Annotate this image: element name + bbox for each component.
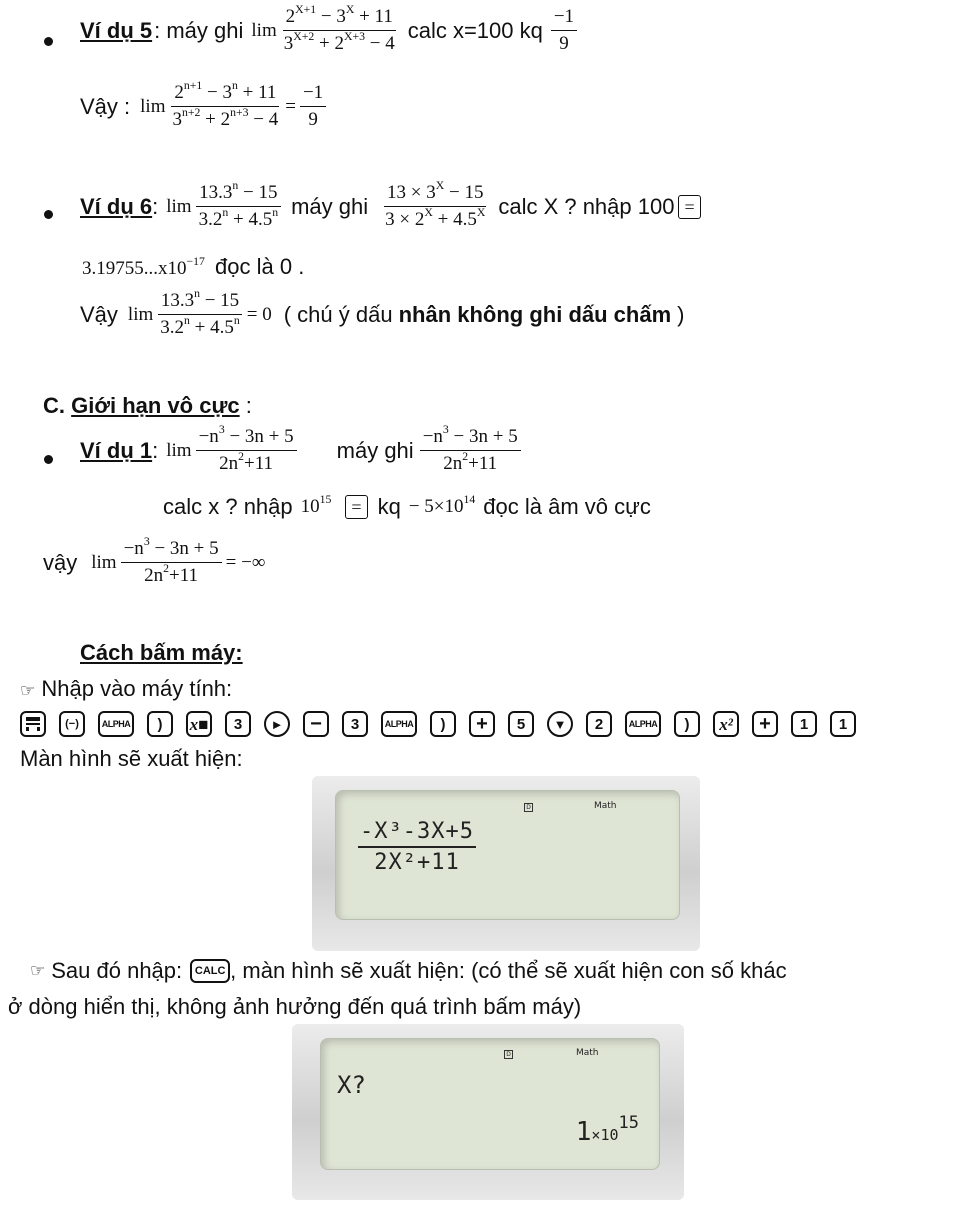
close-paren-key: ) <box>674 711 700 737</box>
fraction-key-icon <box>20 711 46 737</box>
example6-read: đọc là 0 . <box>215 254 305 279</box>
instructions-heading: Cách bấm máy: <box>80 640 243 665</box>
example5-result: $\frac{-1}{9}$ <box>551 6 577 55</box>
digit-5-key: 5 <box>508 711 534 737</box>
down-arrow-key-icon: ▼ <box>547 711 573 737</box>
vay-label: Vậy : <box>80 93 131 119</box>
lcd-prompt: X? <box>337 1071 366 1099</box>
example5-label: Ví dụ 5 <box>80 17 153 43</box>
example6-machine-fraction: $\frac{13 \times 3^X - 15}{3 \times 2^X + 4.5^X}$ <box>385 179 486 230</box>
lcd-numerator: -X³-3X+5 <box>358 819 476 848</box>
example6-result-line: $3.19755...x10^{-17}$ đọc là 0 . <box>82 254 305 279</box>
example5-conclusion: Vậy : lim $\frac{2^{n+1} - 3^n + 11}{3^{n+2} + 2^{n+3} - 4}$ = $\frac{-1}{9}$ <box>80 82 330 131</box>
digit-3-key: 3 <box>225 711 251 737</box>
example-c1-calc-line: calc x ? nhập $10^{15}$ = kq − $5\times 10^{14}$ đọc là âm vô cực <box>163 493 651 519</box>
instructions-step2-line2: ở dòng hiển thị, không ảnh hưởng đến quá trình bấm máy) <box>8 994 582 1019</box>
example6-note-bold: nhân không ghi dấu chấm <box>398 301 672 327</box>
example-c1-line1: Ví dụ 1 : lim $\frac{-n^3 - 3n + 5}{2n^2+11}$ máy ghi $\frac{-n^3 - 3n + 5}{2n^2+11}$ <box>80 426 525 475</box>
plus-key: + <box>469 711 495 737</box>
equals-key: = <box>678 195 700 219</box>
lcd-value: $1\times 10^{15}$ <box>575 1113 639 1147</box>
example-c1-fraction: $\frac{-n^3 - 3n + 5}{2n^2+11}$ <box>196 426 297 475</box>
digit-1-key: 1 <box>830 711 856 737</box>
lim: lim <box>91 551 117 573</box>
instructions-step2: ☞ Sau đó nhập: CALC , màn hình sẽ xuất hiện: (có thể sẽ xuất hiện con số khác <box>30 958 787 983</box>
degree-indicator: D <box>524 803 533 812</box>
lcd-display <box>320 1038 660 1170</box>
section-c-heading: C. Giới hạn vô cực : <box>43 393 252 418</box>
digit-3-key: 3 <box>342 711 368 737</box>
example5-limit-value: $\frac{-1}{9}$ <box>300 82 326 131</box>
pointing-hand-icon: ☞ <box>20 681 36 700</box>
example6-limit-fraction: $\frac{13.3^n - 15}{3.2^n + 4.5^n}$ <box>157 290 243 339</box>
section-c-title: Giới hạn vô cực <box>71 393 240 418</box>
equals-key: = <box>345 495 367 519</box>
calculator-screen-2 <box>292 1024 684 1200</box>
example-c1-text: máy ghi <box>336 437 414 463</box>
negative-key: (−) <box>59 711 85 737</box>
example6-result-value: 3.19755...x10 <box>82 258 187 279</box>
example-c1-machine-fraction: $\frac{-n^3 - 3n + 5}{2n^2+11}$ <box>420 426 521 475</box>
example5-calc: calc x=100 kq <box>407 17 543 43</box>
minus-key: − <box>303 711 329 737</box>
example6-conclusion: Vậy lim $\frac{13.3^n - 15}{3.2^n + 4.5^n}$ = 0 ( chú ý dấu nhân không ghi dấu chấm ) <box>80 287 685 338</box>
example6-calc: calc X ? nhập 100 <box>498 193 675 219</box>
math-mode-indicator: Math <box>576 1048 599 1058</box>
bullet-example5 <box>44 37 53 46</box>
degree-indicator: D <box>504 1050 513 1059</box>
lcd-display <box>335 790 680 920</box>
lim: lim <box>166 195 192 217</box>
example5-fraction: $\frac{2^{X+1} - 3^X + 11}{3^{X+2} + 2^{X+3} - 4}$ <box>283 3 395 54</box>
example6-text: máy ghi <box>291 193 369 219</box>
lim: lim <box>127 303 154 325</box>
power-key: x■ <box>186 711 212 737</box>
screen-appear-text: Màn hình sẽ xuất hiện: <box>20 746 243 771</box>
calculator-screen-1 <box>312 776 700 951</box>
square-key: x² <box>713 711 739 737</box>
pointing-hand-icon: ☞ <box>30 961 46 980</box>
bullet-example-c1 <box>44 455 53 464</box>
close-paren-key: ) <box>147 711 173 737</box>
key-sequence <box>20 711 856 737</box>
lim: lim <box>140 95 166 117</box>
example5-text: : máy ghi <box>154 17 244 43</box>
calc-key: CALC <box>190 959 230 983</box>
close-paren-key: ) <box>430 711 456 737</box>
lim: lim <box>251 19 277 41</box>
digit-2-key: 2 <box>586 711 612 737</box>
bullet-example6 <box>44 210 53 219</box>
right-arrow-key-icon: ► <box>264 711 290 737</box>
example6-line1: Ví dụ 6 : lim $\frac{13.3^n - 15}{3.2^n + 4.5^n}$ máy ghi $\frac{13 \times 3^X - 15}{3 \times 2^X + 4.5^X}$ calc X ? nhập 100 = <box>80 182 705 231</box>
example6-label: Ví dụ 6 <box>80 193 153 219</box>
example5-limit-fraction: $\frac{2^{n+1} - 3^n + 11}{3^{n+2} + 2^{n+3} - 4}$ <box>172 79 279 130</box>
instructions-step1: ☞ Nhập vào máy tính: <box>20 676 233 701</box>
math-mode-indicator: Math <box>594 801 617 811</box>
example5-line1 <box>80 3 581 55</box>
digit-1-key: 1 <box>791 711 817 737</box>
plus-key: + <box>752 711 778 737</box>
alpha-key: ALPHA <box>98 711 134 737</box>
lcd-denominator: 2X²+11 <box>374 850 460 875</box>
lim: lim <box>166 439 192 461</box>
alpha-key: ALPHA <box>625 711 661 737</box>
example6-fraction: $\frac{13.3^n - 15}{3.2^n + 4.5^n}$ <box>196 182 282 231</box>
example-c1-limit-fraction: $\frac{-n^3 - 3n + 5}{2n^2+11}$ <box>121 538 222 587</box>
example-c1-conclusion: vậy lim $\frac{-n^3 - 3n + 5}{2n^2+11}$ = −∞ <box>43 535 266 586</box>
alpha-key: ALPHA <box>381 711 417 737</box>
example-c1-label: Ví dụ 1 <box>80 437 153 463</box>
